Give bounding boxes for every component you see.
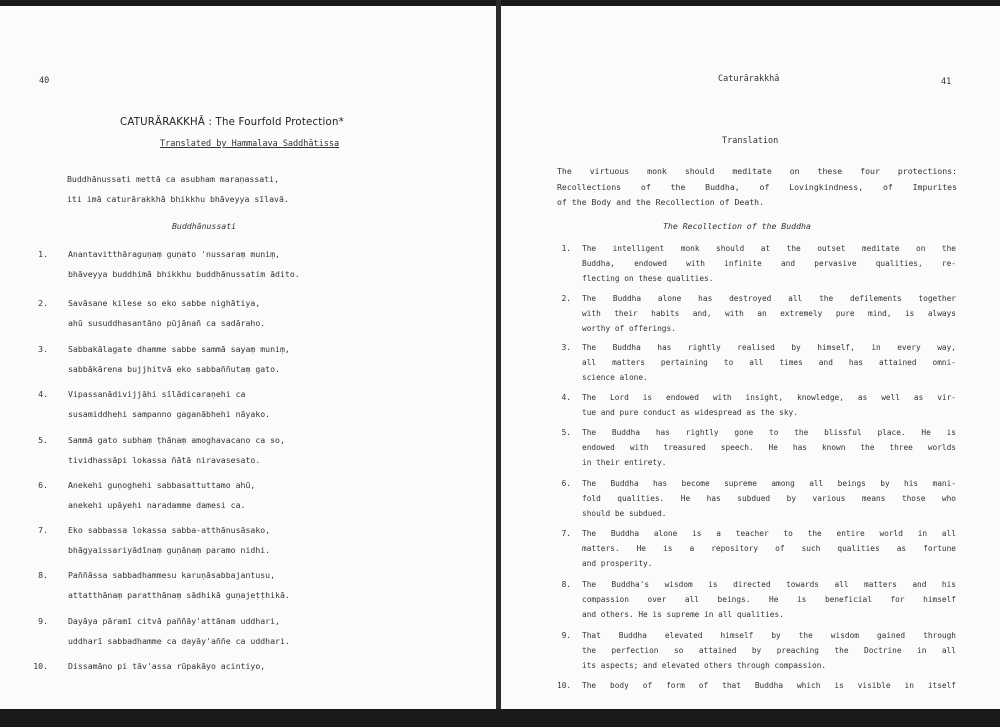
verse-number: 8. — [38, 570, 48, 580]
item-number: 2. — [561, 294, 571, 303]
intro-verse — [67, 169, 289, 209]
verse-number: 4. — [38, 389, 48, 399]
item-line: all matters pertaining to all times and has attained omni- — [582, 358, 956, 367]
item-line: tue and pure conduct as widespread as the sky. — [582, 408, 798, 417]
item-line: should be subdued. — [582, 509, 667, 518]
running-header: Caturārakkhā — [718, 74, 780, 84]
item-line: science alone. — [582, 373, 648, 382]
book-gutter — [496, 0, 501, 727]
translator-credit: Translated by Hammalava Saddhātissa — [160, 139, 340, 149]
section-heading-english: The Recollection of the Buddha — [663, 221, 811, 231]
item-line: That Buddha elevated himself by the wisdom gained through — [582, 631, 956, 640]
page-number-right: 41 — [941, 77, 952, 87]
left-page — [0, 6, 497, 710]
item-line: The Buddha's wisdom is directed towards all matters and his — [582, 580, 956, 589]
scan-bottom-edge — [0, 709, 1000, 727]
item-number: 8. — [561, 580, 571, 589]
item-line: matters. He is a repository of such qualities as fortune — [582, 544, 956, 553]
item-line: The Buddha alone has destroyed all the defilements together — [582, 294, 956, 303]
verse-number: 2. — [38, 298, 48, 308]
verse-number: 10. — [33, 661, 48, 671]
verse-number: 1. — [38, 249, 48, 259]
verse-line: anekehi upāyehi naradamme damesi ca. — [68, 500, 246, 510]
section-heading-pali: Buddhānussati — [172, 221, 237, 231]
item-line: Buddha, endowed with infinite and pervasive qualities, re- — [582, 259, 956, 268]
verse-line: Dissamāno pi tāv'assa rūpakāyo acintiyo, — [68, 661, 266, 671]
verse-line: Dayāya pāramī citvā paññāy'attānam uddhari, — [68, 616, 280, 626]
verse-line: bhāveyya buddhimā bhikkhu buddhānussatim ādito. — [68, 269, 300, 279]
item-line: fold qualities. He has subdued by various means those who — [582, 494, 956, 503]
intro-verse-line: iti imā caturārakkhā bhikkhu bhāveyya sīlavā. — [67, 194, 289, 204]
intro-line: of the Body and the Recollection of Death. — [557, 197, 765, 207]
item-line: with their habits and, with an extremely pure mind, is always — [582, 309, 956, 318]
item-line: the perfection so attained by preaching the Doctrine in all — [582, 646, 956, 655]
verse-line: uddharī sabbadhamme ca dayāy'aññe ca uddhari. — [68, 636, 290, 646]
item-line: compassion over all beings. He is beneficial for himself — [582, 595, 956, 604]
item-number: 3. — [561, 343, 571, 352]
item-line: The Buddha has rightly gone to the blissful place. He is — [582, 428, 956, 437]
item-line: The Buddha alone is a teacher to the entire world in all — [582, 529, 956, 538]
verse-number: 3. — [38, 344, 48, 354]
page-title: CATURĀRAKKHĀ : The Fourfold Protection* — [120, 117, 344, 128]
verse-line: tividhassāpi lokassa ñātā niravasesato. — [68, 455, 261, 465]
intro-verse-line: Buddhānussati mettā ca asubham maraṇassati, — [67, 174, 279, 184]
verse-line: Eko sabbassa lokassa sabba-atthānusāsako, — [68, 525, 271, 535]
item-line: worthy of offerings. — [582, 324, 676, 333]
verse-line: Paññāssa sabbadhammesu karuṇāsabbajantusu, — [68, 570, 276, 580]
item-line: The Lord is endowed with insight, knowledge, as well as vir- — [582, 393, 956, 402]
item-line: The Buddha has become supreme among all beings by his mani- — [582, 479, 956, 488]
verse-line: bhāgyaissariyādīnaṃ guṇānaṃ paramo nidhi. — [68, 545, 271, 555]
intro-line: The virtuous monk should meditate on these four protections: — [557, 166, 957, 176]
item-number: 6. — [561, 479, 571, 488]
item-line: The Buddha has rightly realised by himself, in every way, — [582, 343, 956, 352]
verse-line: Sabbakālagate dhamme sabbe sammā sayaṃ muniṃ, — [68, 344, 290, 354]
verse-line: Sammā gato subhaṃ ṭhānaṃ amoghavacano ca so, — [68, 435, 285, 445]
item-line: its aspects; and elevated others through compassion. — [582, 661, 827, 670]
translation-heading: Translation — [722, 136, 779, 146]
verse-line: attatthānaṃ paratthānaṃ sādhikā guṇajeṭṭhikā. — [68, 590, 290, 600]
verse-line: susamiddhehi sampanno gaganābhehi nāyako. — [68, 409, 271, 419]
verse-line: Anantavitthāraguṇaṃ guṇato 'nussaraṃ muniṃ, — [68, 249, 280, 259]
translation-intro — [557, 164, 957, 211]
item-line: The body of form of that Buddha which is visible in itself — [582, 681, 956, 690]
item-line: in their entirety. — [582, 458, 667, 467]
verse-line: sabbākārena bujjhitvā eko sabbaññutaṃ gato. — [68, 364, 280, 374]
verse-line: Anekehi guṇoghehi sabbasattuttamo ahū, — [68, 480, 256, 490]
item-number: 10. — [557, 681, 572, 690]
item-number: 9. — [561, 631, 571, 640]
verse-number: 6. — [38, 480, 48, 490]
item-line: flecting on these qualities. — [582, 274, 714, 283]
right-page — [500, 6, 1000, 710]
verse-line: Vipassanādivijjāhi sīlādicaraṇehi ca — [68, 389, 246, 399]
item-number: 5. — [561, 428, 571, 437]
item-number: 1. — [561, 244, 571, 253]
item-line: The intelligent monk should at the outset meditate on the — [582, 244, 956, 253]
item-line: endowed with treasured speech. He has known the three worlds — [582, 443, 956, 452]
intro-line: Recollections of the Buddha, of Lovingkindness, of Impurites — [557, 181, 957, 192]
verse-number: 9. — [38, 616, 48, 626]
item-line: and others. He is supreme in all qualities. — [582, 610, 784, 619]
verse-number: 5. — [38, 435, 48, 445]
verse-line: Savāsane kilese so eko sabbe nighātiya, — [68, 298, 261, 308]
item-number: 4. — [561, 393, 571, 402]
item-number: 7. — [561, 529, 571, 538]
page-number-left: 40 — [39, 76, 50, 86]
verse-line: ahū susuddhasantāno pūjānañ ca sadāraho. — [68, 318, 266, 328]
verse-number: 7. — [38, 525, 48, 535]
item-line: and prosperity. — [582, 559, 653, 568]
